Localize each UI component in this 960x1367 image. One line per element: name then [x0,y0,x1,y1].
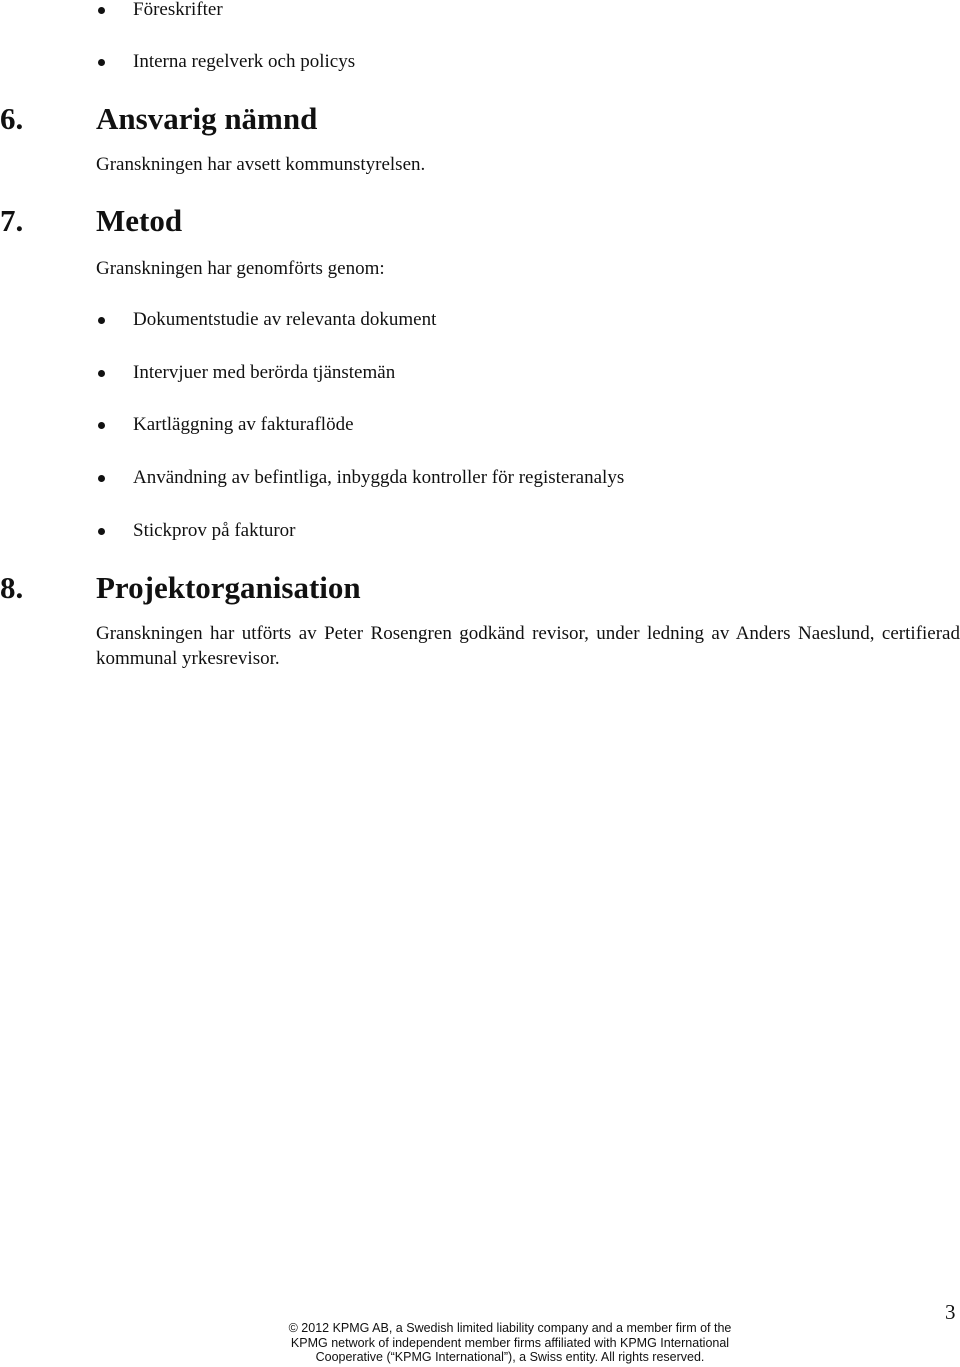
bullet-icon [98,475,105,482]
list-item-text: Användning av befintliga, inbyggda kontroller för registeranalys [133,467,625,488]
section-number: 8. [0,570,24,605]
section-number: 6. [0,101,24,136]
footer-line: KPMG network of independent member firms affiliated with KPMG International [290,1335,730,1350]
bullet-icon [98,370,105,377]
page-number: 3 [945,1300,956,1324]
section-6-text: Granskningen har avsett kommunstyrelsen. [96,154,426,175]
bullet-icon [98,7,105,14]
section-title: Projektorganisation [96,570,361,605]
bullet-icon [98,422,105,429]
section-7-intro: Granskningen har genomförts genom: [96,258,385,279]
list-item-text: Interna regelverk och policys [133,51,356,72]
footer-line: © 2012 KPMG AB, a Swedish limited liability company and a member firm of the [288,1321,732,1335]
section-title: Metod [96,203,183,238]
bullet-icon [98,528,105,535]
section-title: Ansvarig nämnd [96,101,318,136]
bullet-icon [98,317,105,324]
list-item-text: Dokumentstudie av relevanta dokument [133,309,437,330]
list-item-text: Stickprov på fakturor [133,520,296,541]
list-item-text: Föreskrifter [133,0,223,20]
list-item-text: Intervjuer med berörda tjänstemän [133,362,396,383]
list-item-text: Kartläggning av fakturaflöde [133,414,354,435]
copyright-footer [250,1321,770,1365]
section-number: 7. [0,203,24,238]
bullet-icon [98,59,105,66]
section-8-text: Granskningen har utförts av Peter Rosengren godkänd revisor, under ledning av Anders Naeslund, certifierad kommunal yrkesrevisor. [96,623,960,669]
footer-line: Cooperative (“KPMG International”), a Swiss entity. All rights reserved. [315,1350,705,1364]
